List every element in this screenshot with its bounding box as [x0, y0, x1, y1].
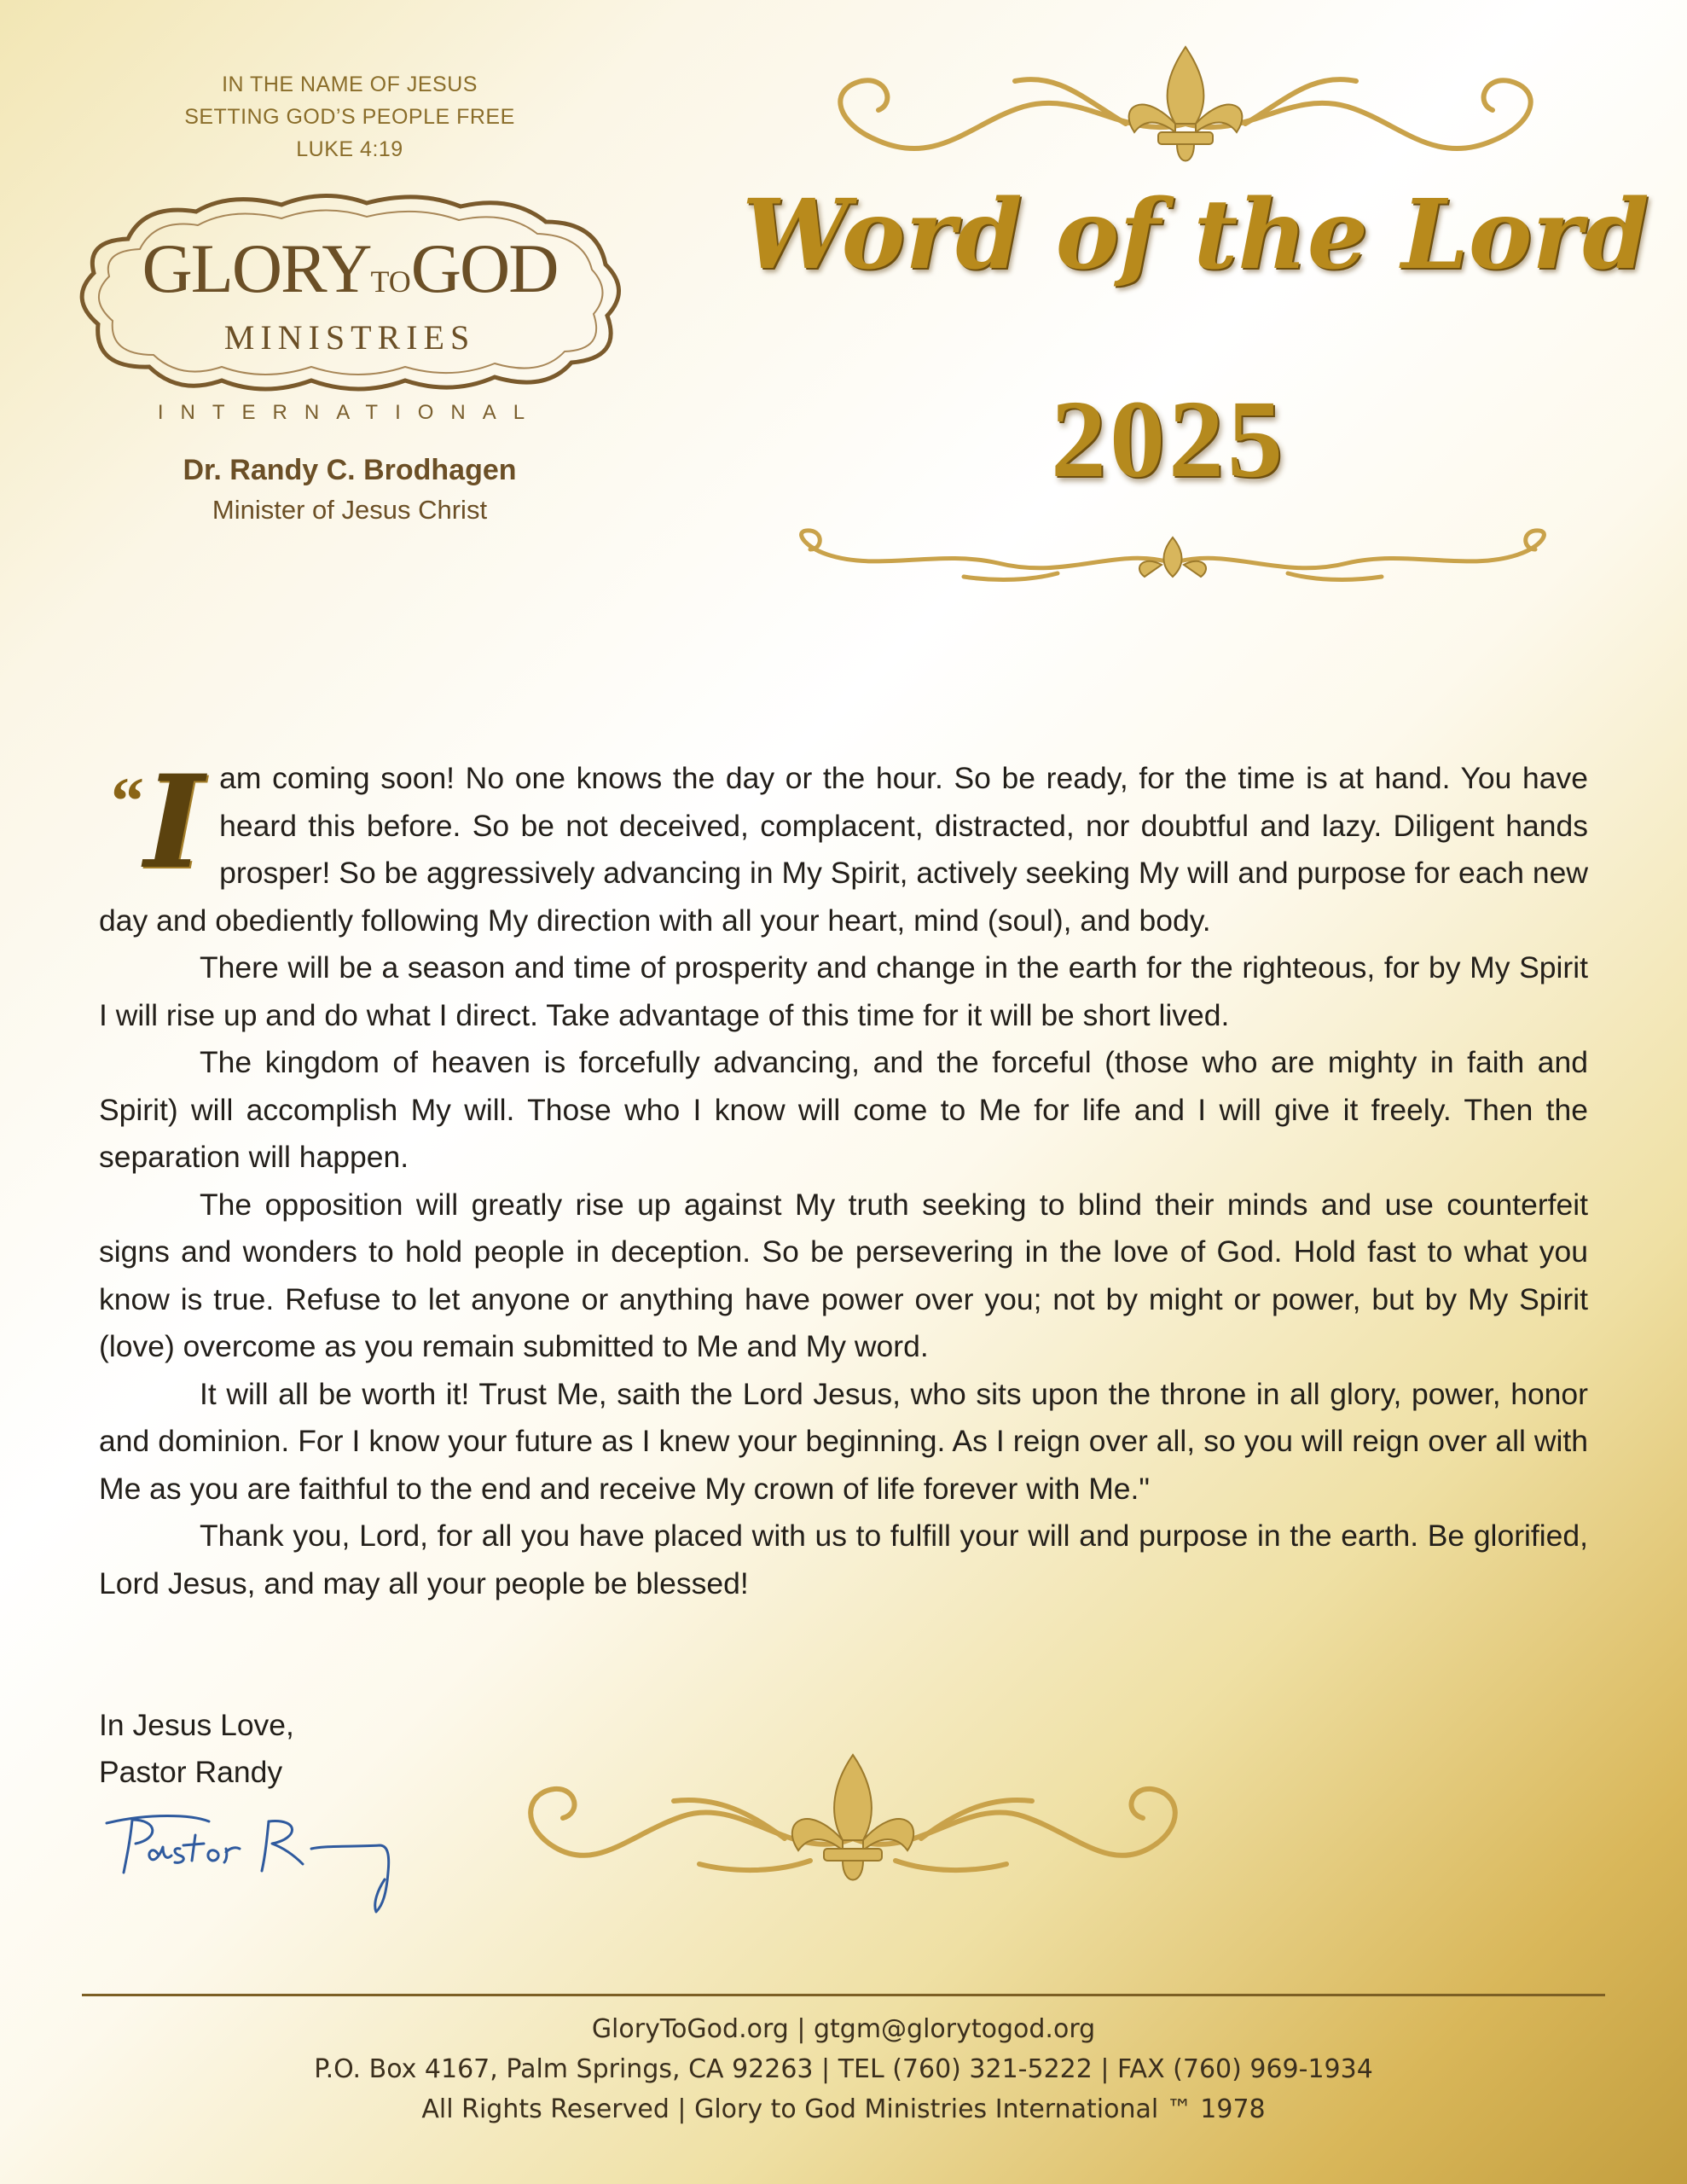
fleur-de-lis-ornament-bottom-icon [503, 1745, 1203, 1894]
handwritten-signature [98, 1804, 439, 1915]
tagline-line-2: SETTING GOD’S PEOPLE FREE [184, 105, 515, 129]
footer-address: P.O. Box 4167, Palm Springs, CA 92263 | TEL (760) 321-5222 | FAX (760) 969-1934 [314, 2054, 1373, 2084]
drop-cap-letter: I [144, 747, 205, 897]
logo-to: TO [370, 264, 411, 299]
logo-international: INTERNATIONAL [157, 401, 542, 424]
footer [0, 2009, 1687, 2129]
paragraph-4: The opposition will greatly rise up against My truth seeking to blind their minds and use counterfeit signs and wonders to hold people in deception. So be persevering in the love of God. Hold fast to what you know is true. Refuse to let anyone or anything have power over you; not by might or power, but by My Spirit (love) overcome as you remain submitted to Me and My word. [99, 1187, 1588, 1363]
author-name: Dr. Randy C. Brodhagen [183, 454, 517, 486]
year: 2025 [1051, 378, 1286, 501]
footer-copyright: All Rights Reserved | Glory to God Ministries International ™ 1978 [421, 2094, 1266, 2124]
footer-divider [82, 1994, 1605, 1996]
paragraph-5: It will all be worth it! Trust Me, saith the Lord Jesus, who sits upon the throne in all glory, power, honor and dominion. For I know your future as I knew your beginning. As I reign over all, so you will reign over all with Me as you are faithful to the end and receive My crown of life forever with Me." [99, 1376, 1588, 1506]
closing [99, 1702, 294, 1796]
tagline-line-1: IN THE NAME OF JESUS [222, 73, 478, 96]
footer-contact-web: GloryToGod.org | gtgm@glorytogod.org [591, 2014, 1096, 2044]
closing-signoff: Pastor Randy [99, 1755, 283, 1789]
closing-salutation: In Jesus Love, [99, 1708, 294, 1742]
tagline [136, 68, 563, 166]
letter-body [99, 747, 1588, 1607]
ministry-logo [68, 188, 631, 435]
open-quote: “ [111, 764, 144, 838]
paragraph-6: Thank you, Lord, for all you have placed with us to fulfill your will and purpose in the earth. Be glorified, Lord Jesus, and may all your people be blessed! [99, 1519, 1588, 1600]
paragraph-3: The kingdom of heaven is forcefully advancing, and the forceful (those who are mighty in faith and Spirit) will accomplish My will. Those who I know will come to Me for life and I will give it freely. Then the separation will happen. [99, 1045, 1588, 1174]
drop-cap [111, 747, 205, 897]
logo-glory: GLORY [142, 229, 371, 307]
paragraph-2: There will be a season and time of prosperity and change in the earth for the righteous, for by My Spirit I will rise up and do what I direct. Take advantage of this time for it will be short lived. [99, 950, 1588, 1032]
logo-ministries: MINISTRIES [223, 318, 476, 357]
page-title: Word of the Lord [742, 179, 1649, 291]
logo-wordmark [68, 229, 631, 309]
logo-god: GOD [410, 229, 558, 307]
tagline-line-3: LUKE 4:19 [296, 137, 403, 161]
paragraph-1: am coming soon! No one knows the day or the hour. So be ready, for the time is at hand. You have heard this before. So be not deceived, complacent, distracted, nor doubtful and lazy. Diligent hands prosper! So be aggressively advancing in My Spirit, actively seeking My will and purpose for each new day and obediently following My direction with all your heart, mind (soul), and body. [99, 761, 1588, 938]
scroll-ornament-icon [776, 520, 1569, 597]
author-title: Minister of Jesus Christ [212, 495, 488, 525]
fleur-de-lis-ornament-top-icon [802, 38, 1569, 183]
